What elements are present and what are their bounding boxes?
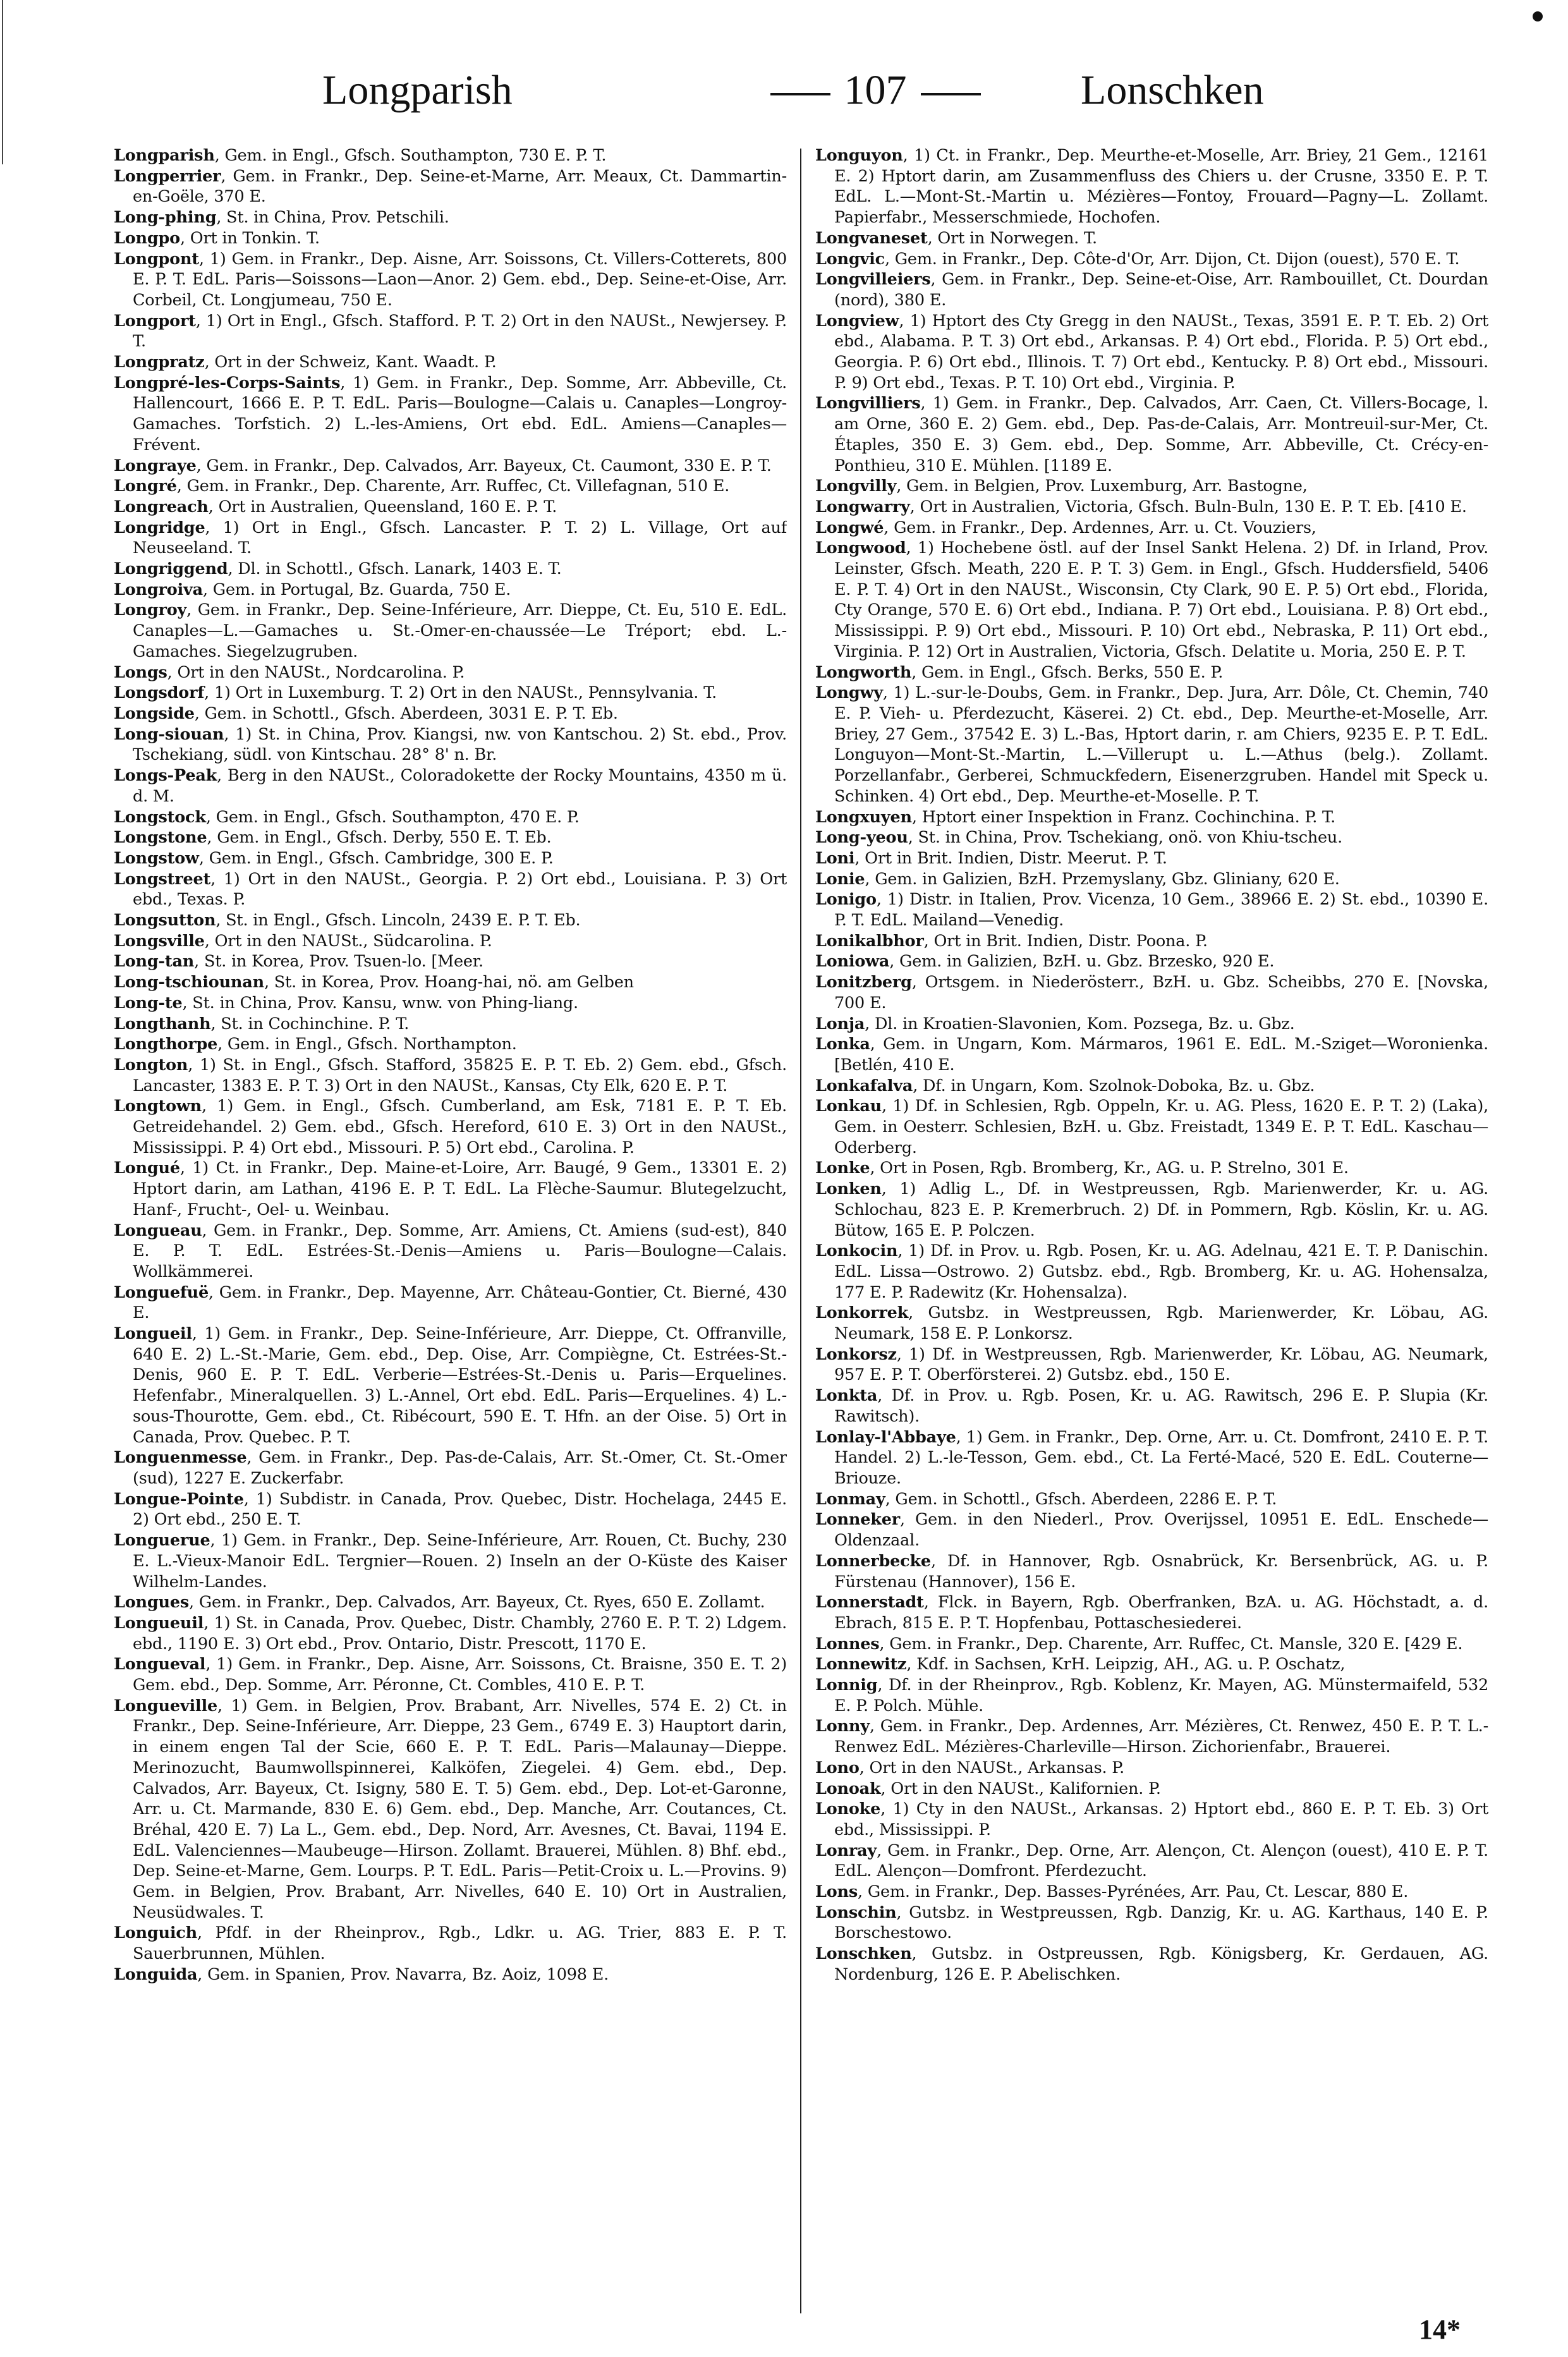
dictionary-entry bbox=[815, 476, 1488, 497]
entry-headword: Longroy bbox=[114, 600, 187, 620]
header-right-word: Lonschken bbox=[1081, 67, 1264, 113]
entry-headword: Lonkta bbox=[815, 1386, 878, 1406]
dictionary-entry bbox=[114, 207, 787, 228]
dictionary-entry bbox=[114, 683, 787, 703]
entry-text: , 1) Gem. in Frankr., Dep. Calvados, Arr. Caen, Ct. Villers-Bocage, l. am Orne, 360 E. 2) Gem. ebd., Dep. Pas-de-Calais, Arr. Montreuil-sur-Mer, Ct. Étaples, 350 E. 3) Gem. ebd., Dep. Somme, Arr. Abbeville, Ct. Crécy-en-Ponthieu, 310 E. Mühlen. [1189 E. bbox=[834, 394, 1488, 475]
entry-text: , 1) Cty in den NAUSt., Arkansas. 2) Hptort ebd., 860 E. P. T. Eb. 3) Ort ebd., Mississippi. P. bbox=[834, 1800, 1488, 1839]
dictionary-entry bbox=[815, 807, 1488, 828]
entry-headword: Longstock bbox=[114, 807, 206, 827]
dictionary-entry bbox=[815, 848, 1488, 869]
entry-headword: Lons bbox=[815, 1882, 858, 1902]
entry-headword: Longwood bbox=[815, 539, 906, 558]
entry-headword: Loniowa bbox=[815, 952, 890, 971]
dictionary-entry bbox=[815, 662, 1488, 683]
dictionary-entry bbox=[114, 848, 787, 869]
entry-text: , Gem. in Frankr., Dep. Calvados, Arr. Bayeux, Ct. Ryes, 650 E. Zollamt. bbox=[189, 1593, 765, 1612]
entry-headword: Longvic bbox=[815, 249, 885, 269]
dictionary-entry bbox=[815, 311, 1488, 394]
entry-text: , Gem. in Engl., Gfsch. Berks, 550 E. P. bbox=[911, 662, 1224, 682]
entry-text: , Gem. in Frankr., Dep. Calvados, Arr. Bayeux, Ct. Caumont, 330 E. P. T. bbox=[196, 456, 772, 475]
entry-text: , Ort in Brit. Indien, Distr. Poona. P. bbox=[923, 931, 1208, 951]
header-left-word: Longparish bbox=[322, 67, 513, 113]
entry-text: , Gem. in Galizien, BzH. u. Gbz. Brzesko, 920 E. bbox=[889, 952, 1275, 971]
entry-text: , 1) Ort in Luxemburg. T. 2) Ort in den NAUSt., Pennsylvania. T. bbox=[204, 683, 717, 703]
entry-text: , Pfdf. in der Rheinprov., Rgb., Ldkr. u. AG. Trier, 883 E. P. T. Sauerbrunnen, Mühlen. bbox=[133, 1923, 787, 1964]
entry-headword: Lonitzberg bbox=[815, 973, 912, 992]
entry-headword: Longton bbox=[114, 1055, 188, 1075]
entry-text: , 1) St. in Engl., Gfsch. Stafford, 35825 E. P. T. Eb. 2) Gem. ebd., Gfsch. Lancaster, 1383 E. P. T. 3) Ort in den NAUSt., Kansas, Cty Elk, 620 E. P. T. bbox=[133, 1055, 787, 1095]
entry-headword: Longué bbox=[114, 1159, 180, 1178]
entry-text: , 1) Gem. in Engl., Gfsch. Cumberland, am Esk, 7181 E. P. T. Eb. Getreidehandel. 2) Gem. ebd., Gfsch. Hereford, 610 E. 3) Ort in den NAUSt., Mississippi. P. 4) Ort ebd., Missouri. P. 5) Ort ebd., Carolina. P. bbox=[133, 1097, 787, 1157]
entry-headword: Longuida bbox=[114, 1964, 198, 1984]
entry-headword: Lonigo bbox=[815, 890, 877, 910]
entry-text: , Ort in Norwegen. T. bbox=[927, 228, 1097, 248]
entry-text: , 1) St. in Canada, Prov. Quebec, Distr. Chambly, 2760 E. P. T. 2) Ldgem. ebd., 1190 E. 3) Ort ebd., Prov. Ontario, Distr. Prescott, 1170 E. bbox=[133, 1613, 787, 1654]
dictionary-entry bbox=[114, 518, 787, 559]
dictionary-entry bbox=[815, 1509, 1488, 1550]
entry-headword: Long-phing bbox=[114, 208, 217, 228]
entry-text: , Gem. in Spanien, Prov. Navarra, Bz. Aoiz, 1098 E. bbox=[197, 1964, 609, 1984]
entry-headword: Longreach bbox=[114, 497, 209, 516]
signature-mark: 14* bbox=[1419, 2314, 1461, 2345]
entry-headword: Longwarry bbox=[815, 497, 910, 516]
entry-text: , 1) Gem. in Frankr., Dep. Aisne, Arr. Soissons, Ct. Braisne, 350 E. T. 2) Gem. ebd., Dep. Somme, Arr. Péronne, Ct. Combles, 410 E. P. T. bbox=[133, 1655, 787, 1695]
ink-dot bbox=[1533, 11, 1543, 21]
entry-headword: Longsutton bbox=[114, 911, 216, 930]
entry-headword: Longperrier bbox=[114, 166, 221, 186]
page-number: 107 bbox=[844, 67, 907, 113]
dictionary-entry bbox=[114, 1923, 787, 1964]
entry-headword: Lonja bbox=[815, 1014, 865, 1033]
entry-text: , Df. in Prov. u. Rgb. Posen, Kr. u. AG. Rawitsch, 296 E. P. Slupia (Kr. Rawitsch). bbox=[834, 1386, 1488, 1426]
entry-text: , Ort in der Schweiz, Kant. Waadt. P. bbox=[204, 353, 497, 372]
entry-headword: Longridge bbox=[114, 518, 205, 537]
dictionary-entry bbox=[815, 1592, 1488, 1633]
entry-headword: Longvilliers bbox=[815, 394, 921, 413]
entry-headword: Lonka bbox=[815, 1035, 870, 1054]
dictionary-entry bbox=[815, 145, 1488, 228]
entry-headword: Longvilleiers bbox=[815, 270, 931, 289]
entry-text: , Gutsbz. in Ostpreussen, Rgb. Königsberg, Kr. Gerdauen, AG. Nordenburg, 126 E. P. Abelischken. bbox=[834, 1944, 1488, 1984]
dictionary-entry bbox=[815, 1903, 1488, 1944]
entry-text: , Gem. in Schottl., Gfsch. Aberdeen, 2286 E. P. T. bbox=[885, 1489, 1277, 1509]
dictionary-entry bbox=[114, 1014, 787, 1035]
dictionary-entry bbox=[815, 931, 1488, 952]
entry-text: , Gem. in Galizien, BzH. Przemyslany, Gbz. Gliniany, 620 E. bbox=[865, 869, 1340, 889]
dictionary-entry bbox=[114, 1489, 787, 1530]
entry-text: , Df. in der Rheinprov., Rgb. Koblenz, Kr. Mayen, AG. Münstermaifeld, 532 E. P. Polch. Mühle. bbox=[834, 1676, 1488, 1715]
entry-headword: Lonke bbox=[815, 1159, 870, 1178]
entry-headword: Lonoke bbox=[815, 1800, 881, 1819]
dictionary-entry bbox=[114, 703, 787, 724]
entry-headword: Longthorpe bbox=[114, 1035, 218, 1054]
dictionary-entry bbox=[815, 1076, 1488, 1097]
entry-headword: Longstow bbox=[114, 848, 199, 868]
dictionary-entry bbox=[815, 1241, 1488, 1303]
entry-headword: Longs-Peak bbox=[114, 766, 217, 786]
dictionary-entry bbox=[815, 497, 1488, 518]
dictionary-entry bbox=[815, 1841, 1488, 1882]
entry-headword: Longworth bbox=[815, 662, 912, 682]
entry-headword: Longview bbox=[815, 311, 899, 331]
entry-headword: Longxuyen bbox=[815, 807, 912, 827]
entry-headword: Lonneker bbox=[815, 1510, 900, 1530]
dictionary-entry bbox=[815, 889, 1488, 930]
entry-text: , Ort in Tonkin. T. bbox=[179, 228, 320, 248]
entry-headword: Lonie bbox=[815, 869, 865, 889]
entry-text: , Ort in Australien, Queensland, 160 E. P. T. bbox=[208, 497, 557, 516]
entry-text: , Gem. in Schottl., Gfsch. Aberdeen, 3031 E. P. T. Eb. bbox=[194, 703, 618, 723]
entry-text: , Gem. in Frankr., Dep. Seine-et-Marne, Arr. Meaux, Ct. Dammartin-en-Goële, 370 E. bbox=[133, 166, 787, 207]
dictionary-entry bbox=[815, 228, 1488, 249]
entry-headword: Longstreet bbox=[114, 869, 211, 889]
entry-text: , 1) Ct. in Frankr., Dep. Meurthe-et-Moselle, Arr. Briey, 21 Gem., 12161 E. 2) Hptort darin, am Zusammenfluss des Chiers u. der Crusne, 3350 E. P. T. EdL. L.—Mont-St.-Martin u. Mézières—Fontoy, Frouard—Pagny—L. Zollamt. Papierfabr., Messerschmiede, Hochofen. bbox=[834, 146, 1488, 228]
entry-headword: Loni bbox=[815, 848, 855, 868]
entry-headword: Longueval bbox=[114, 1655, 206, 1674]
right-column bbox=[815, 145, 1488, 2320]
dictionary-entry bbox=[815, 393, 1488, 476]
dictionary-entry bbox=[815, 1634, 1488, 1655]
dictionary-entry bbox=[815, 1489, 1488, 1510]
entry-headword: Longside bbox=[114, 703, 195, 723]
entry-text: , St. in Engl., Gfsch. Lincoln, 2439 E. P. T. Eb. bbox=[216, 911, 581, 930]
dictionary-entry bbox=[815, 249, 1488, 270]
entry-text: , Berg in den NAUSt., Coloradokette der Rocky Mountains, 4350 m ü. d. M. bbox=[133, 766, 787, 806]
entry-text: , 1) Distr. in Italien, Prov. Vicenza, 10 Gem., 38966 E. 2) St. ebd., 10390 E. P. T. EdL. Mailand—Venedig. bbox=[834, 890, 1488, 930]
entry-headword: Long-siouan bbox=[114, 724, 224, 744]
entry-text: , St. in Korea, Prov. Tsuen-lo. [Meer. bbox=[194, 952, 483, 971]
entry-text: , Ort in den NAUSt., Südcarolina. P. bbox=[204, 931, 492, 951]
dictionary-entry bbox=[114, 1055, 787, 1096]
dictionary-entry bbox=[114, 724, 787, 765]
entry-headword: Longsville bbox=[114, 931, 205, 951]
dictionary-entry bbox=[815, 951, 1488, 972]
entry-text: , 1) Adlig L., Df. in Westpreussen, Rgb. Marienwerder, Kr. u. AG. Schlochau, 823 E. P. Kremerbruch. 2) Df. in Pommern, Rgb. Köslin, Kr. u. AG. Bütow, 165 E. P. Polczen. bbox=[834, 1179, 1488, 1240]
entry-headword: Longpré-les-Corps-Saints bbox=[114, 373, 341, 393]
entry-headword: Lonschin bbox=[815, 1903, 897, 1922]
entry-text: , 1) Df. in Schlesien, Rgb. Oppeln, Kr. u. AG. Pless, 1620 E. P. T. 2) (Laka), Gem. in Oesterr. Schlesien, BzH. u. Gbz. Freistadt, 1349 E. P. T. EdL. Kaschau—Oderberg. bbox=[834, 1097, 1488, 1157]
entry-headword: Lonkorsz bbox=[815, 1344, 897, 1364]
dictionary-entry bbox=[114, 807, 787, 828]
entry-text: , Gem. in Ungarn, Kom. Mármaros, 1961 E. EdL. M.-Sziget—Woronienka. [Betlén, 410 E. bbox=[834, 1035, 1488, 1075]
entry-text: , Gem. in Engl., Gfsch. Derby, 550 E. T. Eb. bbox=[207, 828, 552, 848]
dictionary-entry bbox=[815, 1944, 1488, 1985]
dictionary-entry bbox=[815, 1179, 1488, 1241]
entry-headword: Longré bbox=[114, 477, 177, 496]
entry-headword: Longriggend bbox=[114, 559, 228, 579]
dictionary-entry bbox=[114, 228, 787, 249]
entry-text: , St. in China, Prov. Kansu, wnw. von Phing-liang. bbox=[182, 993, 578, 1013]
entry-headword: Lonkorrek bbox=[815, 1303, 909, 1323]
entry-text: , 1) Gem. in Frankr., Dep. Aisne, Arr. Soissons, Ct. Villers-Cotterets, 800 E. P. T. EdL. Paris—Soissons—Laon—Anor. 2) Gem. ebd., Dep. Seine-et-Oise, Arr. Corbeil, Ct. Longjumeau, 750 E. bbox=[133, 249, 787, 310]
entry-text: , 1) Ort in den NAUSt., Georgia. P. 2) Ort ebd., Louisiana. P. 3) Ort ebd., Texas. P. bbox=[133, 869, 787, 910]
entry-headword: Longpo bbox=[114, 228, 180, 248]
entry-text: , Ort in Posen, Rgb. Bromberg, Kr., AG. u. P. Strelno, 301 E. bbox=[870, 1159, 1349, 1178]
entry-text: , St. in China, Prov. Petschili. bbox=[216, 208, 449, 228]
entry-headword: Longraye bbox=[114, 456, 197, 475]
dictionary-entry bbox=[815, 1799, 1488, 1840]
entry-headword: Longvilly bbox=[815, 477, 897, 496]
entry-text: , Ortsgem. in Niederösterr., BzH. u. Gbz. Scheibbs, 270 E. [Novska, 700 E. bbox=[834, 973, 1488, 1013]
entry-text: , 1) St. in China, Prov. Kiangsi, nw. von Kantschou. 2) St. ebd., Prov. Tschekiang, südl. von Kintschau. 28° 8' n. Br. bbox=[133, 724, 787, 765]
left-column bbox=[114, 145, 787, 2320]
dictionary-entry bbox=[114, 476, 787, 497]
entry-text: , Gem. in Frankr., Dep. Basses-Pyrénées, Arr. Pau, Ct. Lescar, 880 E. bbox=[858, 1882, 1409, 1902]
entry-text: , 1) Hochebene östl. auf der Insel Sankt Helena. 2) Df. in Irland, Prov. Leinster, Gfsch. Meath, 220 E. P. T. 3) Gem. in Engl., Gfsch. Huddersfield, 5406 E. P. T. 4) Ort in den NAUSt., Wisconsin, Cty Clark, 90 E. P. 5) Ort ebd., Florida, Cty Orange, 570 E. 6) Ort ebd., Indiana. P. 7) Ort ebd., Louisiana. P. 8) Ort ebd., Mississippi. P. 9) Ort ebd., Missouri. P. 10) Ort ebd., Nebraska, P. 11) Ort ebd., Virginia. P. 12) Ort in Australien, Victoria, Gfsch. Delatite u. Moria, 250 E. P. T. bbox=[834, 539, 1488, 661]
dictionary-entry bbox=[815, 827, 1488, 848]
entry-headword: Longuefuë bbox=[114, 1282, 209, 1302]
entry-headword: Longpont bbox=[114, 249, 199, 269]
entry-text: , Gem. in Frankr., Dep. Ardennes, Arr. Mézières, Ct. Renwez, 450 E. P. T. L.-Renwez EdL. Mézières-Charleville—Hirson. Zichorienfabr., Brauerei. bbox=[834, 1717, 1488, 1757]
header-dash-right bbox=[921, 93, 981, 95]
entry-text: , Flck. in Bayern, Rgb. Oberfranken, BzA. u. AG. Höchstadt, a. d. Ebrach, 815 E. P. T. Hopfenbau, Pottaschesiederei. bbox=[834, 1593, 1488, 1633]
entry-text: , Kdf. in Sachsen, KrH. Leipzig, AH., AG. u. P. Oschatz, bbox=[906, 1655, 1346, 1674]
dictionary-entry bbox=[114, 580, 787, 600]
entry-text: , Gem. in Frankr., Dep. Seine-Inférieure, Arr. Dieppe, Ct. Eu, 510 E. EdL. Canaples—L.—Gamaches u. St.-Omer-en-chaussée—Le Tréport; ebd. L.-Gamaches. Siegelzugruben. bbox=[133, 600, 787, 661]
dictionary-entry bbox=[815, 869, 1488, 890]
entry-headword: Long-tan bbox=[114, 952, 195, 971]
entry-text: , Gem. in Belgien, Prov. Luxemburg, Arr. Bastogne, bbox=[896, 477, 1308, 496]
entry-headword: Longs bbox=[114, 662, 167, 682]
entry-text: , Gem. in Frankr., Dep. Mayenne, Arr. Château-Gontier, Ct. Bierné, 430 E. bbox=[133, 1282, 787, 1323]
dictionary-entry bbox=[114, 931, 787, 952]
entry-text: , St. in Korea, Prov. Hoang-hai, nö. am Gelben bbox=[264, 973, 634, 992]
dictionary-entry bbox=[114, 1447, 787, 1489]
dictionary-entry bbox=[114, 145, 787, 166]
entry-headword: Lonnes bbox=[815, 1634, 880, 1654]
entry-text: , Gem. in Frankr., Dep. Charente, Arr. Ruffec, Ct. Villefagnan, 510 E. bbox=[176, 477, 730, 496]
entry-headword: Lonoak bbox=[815, 1779, 881, 1798]
entry-headword: Longvaneset bbox=[815, 228, 928, 248]
dictionary-entry bbox=[114, 1324, 787, 1447]
dictionary-entry bbox=[114, 249, 787, 311]
entry-text: , Df. in Hannover, Rgb. Osnabrück, Kr. Bersenbrück, AG. u. P. Fürstenau (Hannover), 156 E. bbox=[834, 1551, 1488, 1592]
entry-text: , Gem. in Frankr., Dep. Charente, Arr. Ruffec, Ct. Mansle, 320 E. [429 E. bbox=[879, 1634, 1463, 1654]
entry-headword: Longuich bbox=[114, 1923, 198, 1943]
entry-text: , Ort in den NAUSt., Kalifornien. P. bbox=[880, 1779, 1161, 1798]
entry-headword: Lonmay bbox=[815, 1489, 885, 1509]
entry-text: , Gem. in Engl., Gfsch. Northampton. bbox=[217, 1035, 517, 1054]
dictionary-entry bbox=[815, 269, 1488, 310]
dictionary-entry bbox=[815, 1034, 1488, 1075]
binding-edge bbox=[2, 0, 3, 164]
entry-text: , Dl. in Kroatien-Slavonien, Kom. Pozsega, Bz. u. Gbz. bbox=[865, 1014, 1295, 1033]
entry-headword: Longsdorf bbox=[114, 683, 205, 703]
entry-text: , Ort in Brit. Indien, Distr. Meerut. P. T. bbox=[854, 848, 1167, 868]
dictionary-entry bbox=[114, 869, 787, 910]
entry-headword: Longwy bbox=[815, 683, 883, 703]
dictionary-entry bbox=[114, 1096, 787, 1158]
entry-headword: Lonken bbox=[815, 1179, 882, 1199]
dictionary-entry bbox=[114, 951, 787, 972]
entry-headword: Lono bbox=[815, 1758, 860, 1777]
entry-text: , Gem. in Engl., Gfsch. Cambridge, 300 E. P. bbox=[198, 848, 554, 868]
entry-text: , 1) Ort in Engl., Gfsch. Stafford. P. T. 2) Ort in den NAUSt., Newjersey. P. T. bbox=[133, 311, 787, 351]
entry-headword: Long-te bbox=[114, 993, 183, 1013]
dictionary-entry bbox=[114, 373, 787, 456]
entry-headword: Lonray bbox=[815, 1841, 877, 1860]
dictionary-entry bbox=[114, 1034, 787, 1055]
dictionary-entry bbox=[815, 1386, 1488, 1427]
entry-text: , Gem. in Portugal, Bz. Guarda, 750 E. bbox=[202, 580, 511, 599]
entry-headword: Longpratz bbox=[114, 353, 205, 372]
dictionary-entry bbox=[815, 1096, 1488, 1158]
dictionary-entry bbox=[114, 497, 787, 518]
entry-headword: Longueau bbox=[114, 1221, 202, 1240]
entry-text: , Gem. in Frankr., Dep. Somme, Arr. Amiens, Ct. Amiens (sud-est), 840 E. P. T. EdL. Estrées-St.-Denis—Amiens u. Paris—Boulogne—Calais. Wollkämmerei. bbox=[133, 1221, 787, 1281]
entry-text: , 1) Gem. in Frankr., Dep. Somme, Arr. Abbeville, Ct. Hallencourt, 1666 E. P. T. EdL. Paris—Boulogne—Calais u. Canaples—Longroy-Gamaches. Torfstich. 2) L.-les-Amiens, Ort ebd. EdL. Amiens—Canaples—Frévent. bbox=[133, 373, 787, 454]
entry-text: , Df. in Ungarn, Kom. Szolnok-Doboka, Bz. u. Gbz. bbox=[913, 1076, 1315, 1095]
dictionary-entry bbox=[114, 1530, 787, 1592]
entry-text: , 1) Subdistr. in Canada, Prov. Quebec, Distr. Hochelaga, 2445 E. 2) Ort ebd., 250 E. T. bbox=[133, 1489, 787, 1530]
entry-headword: Longtown bbox=[114, 1097, 202, 1116]
dictionary-entry bbox=[114, 1282, 787, 1324]
dictionary-entry bbox=[815, 683, 1488, 807]
dictionary-entry bbox=[114, 1964, 787, 1985]
dictionary-entry bbox=[815, 1882, 1488, 1903]
entry-text: , 1) Gem. in Frankr., Dep. Orne, Arr. u. Ct. Domfront, 2410 E. P. T. Handel. 2) L.-le-Tesson, Gem. ebd., Ct. La Ferté-Macé, 520 E. EdL. Couterne—Briouze. bbox=[834, 1427, 1488, 1488]
entry-headword: Lonschken bbox=[815, 1944, 912, 1964]
entry-headword: Longueville bbox=[114, 1696, 217, 1715]
dictionary-entry bbox=[815, 1344, 1488, 1386]
entry-headword: Longthanh bbox=[114, 1014, 211, 1033]
entry-headword: Longuyon bbox=[815, 146, 903, 165]
dictionary-entry bbox=[815, 1716, 1488, 1757]
entry-headword: Longstone bbox=[114, 828, 207, 848]
dictionary-entry bbox=[114, 827, 787, 848]
entry-text: , Ort in den NAUSt., Arkansas. P. bbox=[859, 1758, 1124, 1777]
dictionary-entry bbox=[114, 1158, 787, 1220]
dictionary-entry bbox=[114, 910, 787, 931]
entry-text: , Gem. in Frankr., Dep. Orne, Arr. Alençon, Ct. Alençon (ouest), 410 E. P. T. EdL. Alençon—Domfront. Pferdezucht. bbox=[834, 1841, 1488, 1881]
entry-text: , 1) L.-sur-le-Doubs, Gem. in Frankr., Dep. Jura, Arr. Dôle, Ct. Chemin, 740 E. P. Vieh- u. Pferdezucht, Käserei. 2) Ct. ebd., Dep. Meurthe-et-Moselle, Arr. Briey, 27 Gem., 37542 E. 3) L.-Bas, Hptort darin, r. am Chiers, 9235 E. P. T. EdL. Longuyon—Mont-St.-Martin, L.—Villerupt u. L.—Athus (belg.). Zollamt. Porzellanfabr., Gerberei, Schmuckfedern, Eisenerzgruben. Handel mit Speck u. Schinken. 4) Ort ebd., Dep. Meurthe-et-Moselle. P. T. bbox=[834, 683, 1488, 806]
entry-text: , Gem. in den Niederl., Prov. Overijssel, 10951 E. EdL. Enschede—Oldenzaal. bbox=[834, 1510, 1488, 1550]
dictionary-entry bbox=[815, 1758, 1488, 1779]
column-divider bbox=[800, 149, 801, 2313]
entry-headword: Lonnerbecke bbox=[815, 1551, 931, 1571]
entry-headword: Longueil bbox=[114, 1324, 192, 1344]
dictionary-entry bbox=[114, 352, 787, 373]
header-dash-left bbox=[770, 93, 830, 95]
entry-text: , Gem. in Frankr., Dep. Ardennes, Arr. u. Ct. Vouziers, bbox=[884, 518, 1316, 537]
dictionary-entry bbox=[815, 1303, 1488, 1344]
entry-text: , 1) Gem. in Frankr., Dep. Seine-Inférieure, Arr. Rouen, Ct. Buchy, 230 E. L.-Vieux-Manoir EdL. Tergnier—Rouen. 2) Inseln an der O-Küste des Kaiser Wilhelm-Landes. bbox=[133, 1531, 787, 1592]
entry-text: , 1) Ort in Engl., Gfsch. Lancaster. P. T. 2) L. Village, Ort auf Neuseeland. T. bbox=[133, 518, 787, 558]
dictionary-entry bbox=[114, 765, 787, 807]
dictionary-entry bbox=[815, 972, 1488, 1013]
header-page-number-block bbox=[752, 66, 999, 114]
dictionary-entry bbox=[114, 456, 787, 477]
page-header bbox=[120, 60, 1479, 130]
dictionary-entry bbox=[114, 662, 787, 683]
entry-text: , Gem. in Engl., Gfsch. Southampton, 730 E. P. T. bbox=[214, 146, 607, 165]
entry-text: , Gutsbz. in Westpreussen, Rgb. Danzig, Kr. u. AG. Karthaus, 140 E. P. Borschestowo. bbox=[834, 1903, 1488, 1943]
dictionary-entry bbox=[815, 1675, 1488, 1716]
entry-text: , Gutsbz. in Westpreussen, Rgb. Marienwerder, Kr. Löbau, AG. Neumark, 158 E. P. Lonkorsz. bbox=[834, 1303, 1488, 1344]
dictionary-entry bbox=[114, 1696, 787, 1923]
entry-headword: Lonikalbhor bbox=[815, 931, 924, 951]
entry-headword: Lonnewitz bbox=[815, 1655, 907, 1674]
dictionary-entry bbox=[114, 166, 787, 207]
dictionary-entry bbox=[815, 1158, 1488, 1179]
entry-headword: Longuerue bbox=[114, 1531, 210, 1550]
entry-text: , Gem. in Engl., Gfsch. Southampton, 470 E. P. bbox=[205, 807, 580, 827]
entry-text: , St. in Cochinchine. P. T. bbox=[210, 1014, 410, 1033]
entry-text: , 1) Df. in Westpreussen, Rgb. Marienwerder, Kr. Löbau, AG. Neumark, 957 E. P. T. Oberförsterei. 2) Gutsbz. ebd., 150 E. bbox=[834, 1344, 1488, 1385]
entry-headword: Lonny bbox=[815, 1717, 870, 1736]
dictionary-entry bbox=[815, 518, 1488, 539]
dictionary-entry bbox=[815, 538, 1488, 662]
dictionary-entry bbox=[114, 993, 787, 1014]
entry-headword: Longroiva bbox=[114, 580, 203, 599]
entry-text: , Hptort einer Inspektion in Franz. Cochinchina. P. T. bbox=[911, 807, 1335, 827]
entry-headword: Longues bbox=[114, 1593, 190, 1612]
entry-headword: Longport bbox=[114, 311, 196, 331]
entry-headword: Longparish bbox=[114, 146, 215, 165]
entry-headword: Lonnig bbox=[815, 1676, 878, 1695]
entry-headword: Lonkocin bbox=[815, 1241, 898, 1261]
entry-text: , Gem. in Frankr., Dep. Côte-d'Or, Arr. Dijon, Ct. Dijon (ouest), 570 E. T. bbox=[884, 249, 1460, 269]
dictionary-entry bbox=[815, 1779, 1488, 1800]
entry-headword: Lonnerstadt bbox=[815, 1593, 924, 1612]
entry-headword: Lonkafalva bbox=[815, 1076, 913, 1095]
entry-headword: Longue-Pointe bbox=[114, 1489, 244, 1509]
entry-headword: Long-tschiounan bbox=[114, 973, 264, 992]
entry-headword: Longuenmesse bbox=[114, 1448, 247, 1468]
dictionary-entry bbox=[815, 1654, 1488, 1675]
dictionary-entry bbox=[114, 600, 787, 662]
entry-text: , Dl. in Schottl., Gfsch. Lanark, 1403 E. T. bbox=[228, 559, 562, 579]
entry-headword: Long-yeou bbox=[815, 828, 908, 848]
entry-text: , Gem. in Frankr., Dep. Seine-et-Oise, Arr. Rambouillet, Ct. Dourdan (nord), 380 E. bbox=[834, 270, 1488, 310]
entry-text: , 1) Gem. in Frankr., Dep. Seine-Inférieure, Arr. Dieppe, Ct. Offranville, 640 E. 2) L.-St.-Marie, Gem. ebd., Dep. Oise, Arr. Compiègne, Ct. Estrées-St.-Denis, 960 E. P. T. EdL. Verberie—Estrées-St.-Denis u. Paris—Erquelines. Hefenfabr., Mineralquellen. 3) L.-Annel, Ort ebd. EdL. Paris—Erquelines. 4) L.-sous-Thourotte, Gem. ebd., Ct. Ribécourt, 590 E. T. Hfn. an der Oise. 5) Ort in Canada, Prov. Quebec. P. T. bbox=[133, 1324, 787, 1447]
entry-headword: Lonlay-l'Abbaye bbox=[815, 1427, 956, 1447]
dictionary-entry bbox=[114, 1221, 787, 1282]
entry-headword: Longueuil bbox=[114, 1613, 204, 1633]
entry-headword: Longwé bbox=[815, 518, 884, 537]
dictionary-entry bbox=[114, 1654, 787, 1695]
entry-text: , 1) Df. in Prov. u. Rgb. Posen, Kr. u. AG. Adelnau, 421 E. T. P. Danischin. EdL. Lissa—Ostrowo. 2) Gutsbz. ebd., Rgb. Bromberg, Kr. u. AG. Hohensalza, 177 E. P. Radewitz (Kr. Hohensalza). bbox=[834, 1241, 1488, 1302]
dictionary-entry bbox=[815, 1427, 1488, 1489]
dictionary-entry bbox=[815, 1014, 1488, 1035]
dictionary-entry bbox=[815, 1551, 1488, 1592]
entry-text: , St. in China, Prov. Tschekiang, onö. von Khiu-tscheu. bbox=[908, 828, 1343, 848]
dictionary-entry bbox=[114, 1613, 787, 1654]
dictionary-entry bbox=[114, 972, 787, 993]
dictionary-entry bbox=[114, 559, 787, 580]
entry-text: , Ort in Australien, Victoria, Gfsch. Buln-Buln, 130 E. P. T. Eb. [410 E. bbox=[909, 497, 1467, 516]
entry-text: , 1) Gem. in Belgien, Prov. Brabant, Arr. Nivelles, 574 E. 2) Ct. in Frankr., Dep. Seine-Inférieure, Arr. Dieppe, 23 Gem., 6749 E. 3) Hauptort darin, in einem engen Tal der Scie, 660 E. P. T. EdL. Paris—Malaunay—Dieppe. Merinozucht, Baumwollspinnerei, Kalköfen, Ziegelei. 4) Gem. ebd., Dep. Calvados, Arr. Bayeux, Ct. Isigny, 580 E. T. 5) Gem. ebd., Dep. Lot-et-Garonne, Arr. u. Ct. Marmande, 830 E. 6) Gem. ebd., Dep. Manche, Arr. Coutances, Ct. Bréhal, 420 E. 7) La L., Gem. ebd., Dep. Nord, Arr. Avesnes, Ct. Bavai, 1194 E. EdL. Valenciennes—Maubeuge—Hirson. Zollamt. Brauerei, Mühlen. 8) Bhf. ebd., Dep. Seine-et-Marne, Gem. Lourps. P. T. EdL. Paris—Petit-Croix u. L.—Provins. 9) Gem. in Belgien, Prov. Brabant, Arr. Nivelles, 640 E. 10) Ort in Australien, Neusüdwales. T. bbox=[133, 1696, 787, 1922]
entry-text: , 1) Ct. in Frankr., Dep. Maine-et-Loire, Arr. Baugé, 9 Gem., 13301 E. 2) Hptort darin, am Lathan, 4196 E. P. T. EdL. La Flèche-Saumur. Blutegelzucht, Hanf-, Frucht-, Oel- u. Weinbau. bbox=[133, 1159, 787, 1219]
dictionary-entry bbox=[114, 311, 787, 352]
dictionary-entry bbox=[114, 1592, 787, 1613]
entry-text: , 1) Hptort des Cty Gregg in den NAUSt., Texas, 3591 E. P. T. Eb. 2) Ort ebd., Alabama. P. T. 3) Ort ebd., Arkansas. P. 4) Ort ebd., Florida. P. 5) Ort ebd., Georgia. P. 6) Ort ebd., Illinois. T. 7) Ort ebd., Kentucky. P. 8) Ort ebd., Missouri. P. 9) Ort ebd., Texas. P. T. 10) Ort ebd., Virginia. P. bbox=[834, 311, 1488, 393]
entry-text: , Gem. in Frankr., Dep. Pas-de-Calais, Arr. St.-Omer, Ct. St.-Omer (sud), 1227 E. Zuckerfabr. bbox=[133, 1448, 787, 1488]
entry-headword: Lonkau bbox=[815, 1097, 882, 1116]
entry-text: , Ort in den NAUSt., Nordcarolina. P. bbox=[167, 662, 465, 682]
